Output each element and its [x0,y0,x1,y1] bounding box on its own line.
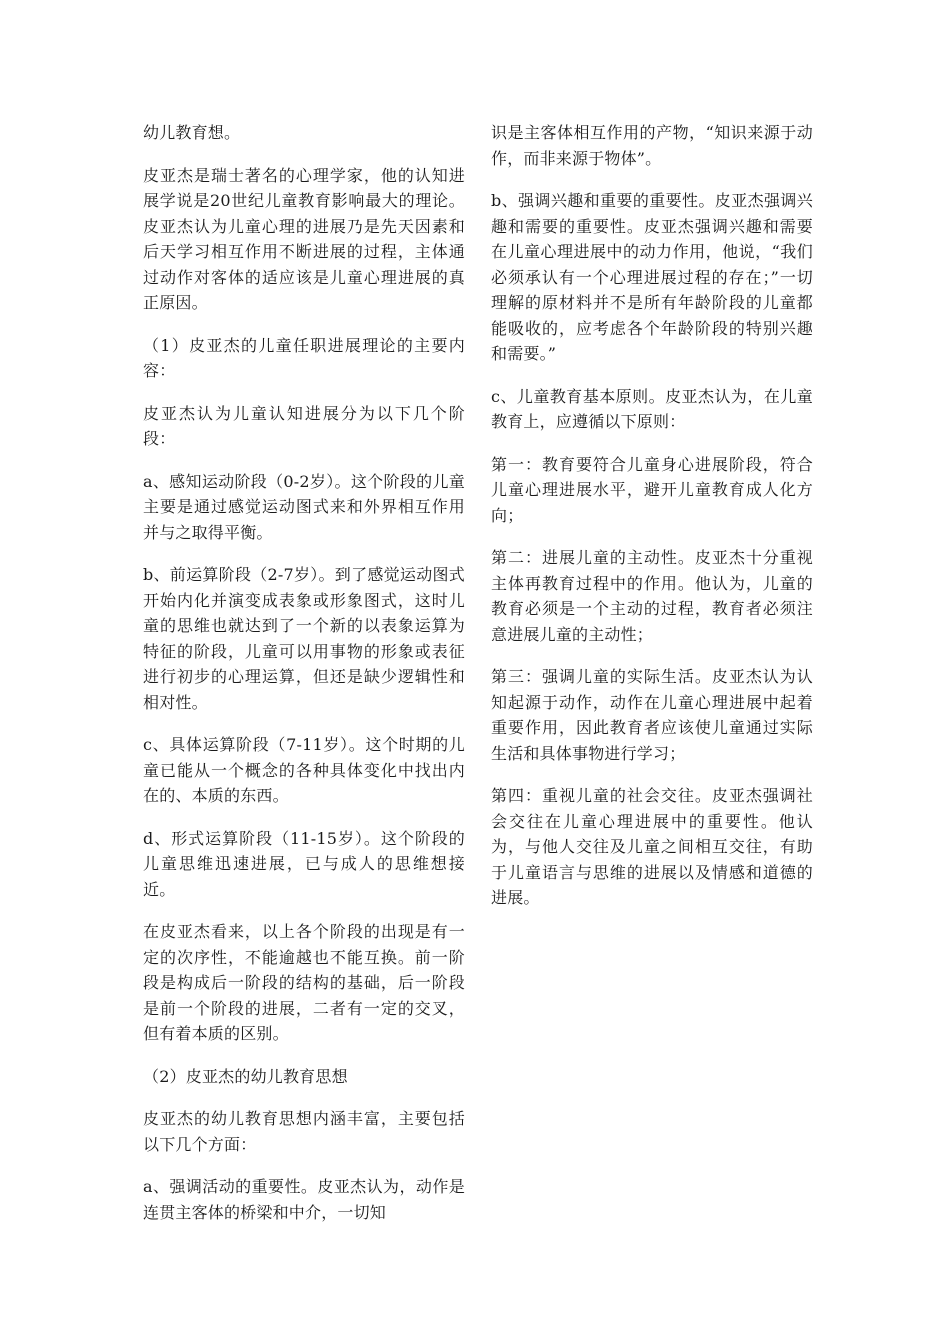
section-heading: （1）皮亚杰的儿童任职进展理论的主要内容： [143,335,465,380]
paragraph: 幼儿教育想。 [143,123,241,142]
principle-item: 第一：教育要符合儿童身心进展阶段，符合儿童心理进展水平，避开儿童教育成人化方向； [491,454,813,525]
paragraph: 在皮亚杰看来，以上各个阶段的出现是有一定的次序性，不能逾越也不能互换。前一阶段是构成后一阶段的结构的基础，后一阶段是前一个阶段的进展，二者有一定的交叉，但有着本质的区别。 [143,922,465,1043]
principle-item: 第三：强调儿童的实际生活。皮亚杰认为认知起源于动作，动作在儿童心理进展中起着重要作用，因此教育者应该使儿童通过实际生活和具体事物进行学习； [491,667,813,763]
list-item: b、前运算阶段（2-7岁）。到了感觉运动图式开始内化并演变成表象或形象图式，这时儿童的思维也就达到了一个新的以表象运算为特征的阶段，儿童可以用事物的形象或表征进行初步的心理运算，但还是缺少逻辑性和相对性。 [143,565,465,712]
paragraph: 识是主客体相互作用的产物，“知识来源于动作，而非来源于物体”。 [491,123,813,168]
paragraph: 皮亚杰的幼儿教育思想内涵丰富，主要包括以下几个方面： [143,1109,465,1154]
left-column [143,120,465,1242]
principle-item: 第四：重视儿童的社会交往。皮亚杰强调社会交往在儿童心理进展中的重要性。他认为，与他人交往及儿童之间相互交往，有助于儿童语言与思维的进展以及情感和道德的进展。 [491,786,813,907]
principle-item: 第二：进展儿童的主动性。皮亚杰十分重视主体再教育过程中的作用。他认为，儿童的教育必须是一个主动的过程，教育者必须注意进展儿童的主动性； [491,548,813,644]
list-item: c、具体运算阶段（7-11岁）。这个时期的儿童已能从一个概念的各种具体变化中找出内在的、本质的东西。 [143,735,465,805]
paragraph: 皮亚杰认为儿童认知进展分为以下几个阶段： [143,403,465,448]
list-item: b、强调兴趣和重要的重要性。皮亚杰强调兴趣和需要的重要性。皮亚杰强调兴趣和需要在儿童心理进展中的动力作用，他说，“我们必须承认有一个心理进展过程的存在；”一切理解的原材料并不是所有年龄阶段的儿童都能吸收的，应考虑各个年龄阶段的特别兴趣和需要。” [491,191,813,363]
list-item: a、强调活动的重要性。皮亚杰认为，动作是连贯主客体的桥梁和中介，一切知 [143,1177,465,1222]
list-item: a、感知运动阶段（0-2岁）。这个阶段的儿童主要是通过感觉运动图式来和外界相互作用并与之取得平衡。 [143,471,465,542]
section-heading: （2）皮亚杰的幼儿教育思想 [143,1066,348,1086]
list-item: c、儿童教育基本原则。皮亚杰认为，在儿童教育上，应遵循以下原则： [491,386,813,431]
list-item: d、形式运算阶段（11-15岁）。这个阶段的儿童思维迅速进展，已与成人的思维想接近。 [143,828,465,899]
paragraph: 皮亚杰是瑞士著名的心理学家，他的认知进展学说是20世纪儿童教育影响最大的理论。皮亚杰认为儿童心理的进展乃是先天因素和后天学习相互作用不断进展的过程，主体通过动作对客体的适应该是儿童心理进展的真正原因。 [143,165,465,312]
right-column [491,120,813,928]
